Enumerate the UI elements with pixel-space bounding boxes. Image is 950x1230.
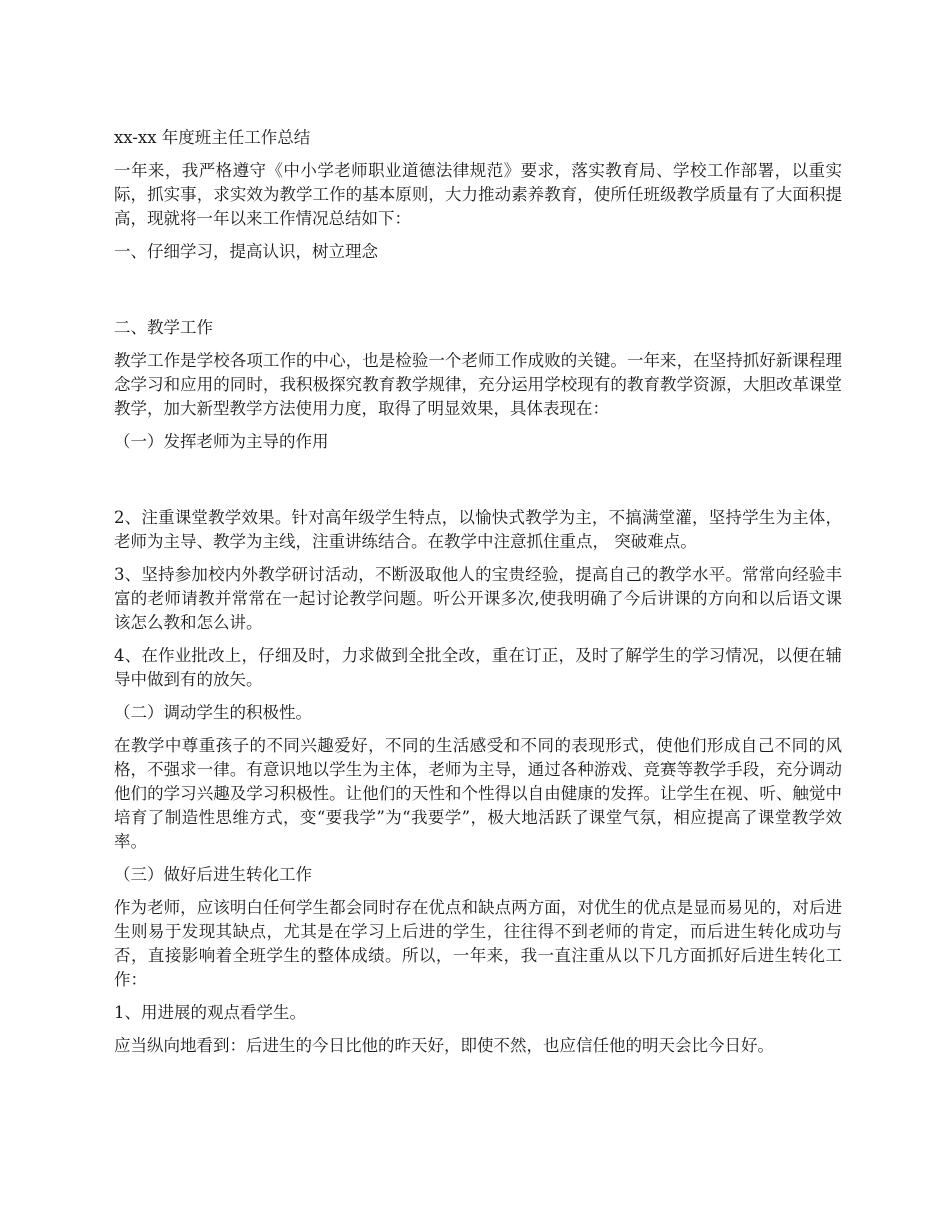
item-4-paragraph: 4、在作业批改上，仔细及时，力求做到全批全改，重在订正，及时了解学生的学习情况，以便在辅导中做到有的放矢。: [114, 646, 842, 689]
intro-paragraph: 一年来，我严格遵守《中小学老师职业道德法律规范》要求，落实教育局、学校工作部署，以重实际，抓实事，求实效为教学工作的基本原则，大力推动素养教育，使所任班级教学质量有了大面积提高，现就将一年以来工作情况总结如下：: [114, 161, 842, 228]
subsection-3-paragraph: 作为老师，应该明白任何学生都会同时存在优点和缺点两方面，对优生的优点是显而易见的，对后进生则易于发现其缺点，尤其是在学习上后进的学生，往往得不到老师的肯定，而后进生转化成功与否，直接影响着全班学生的整体成绩。所以，一年来，我一直注重从以下几方面抓好后进生转化工作：: [114, 898, 842, 989]
subsection-2-paragraph: 在教学中尊重孩子的不同兴趣爱好，不同的生活感受和不同的表现形式，使他们形成自己不同的风格，不强求一律。有意识地以学生为主体，老师为主导，通过各种游戏、竞赛等教学手段，充分调动他们的学习兴趣及学习积极性。让他们的天性和个性得以自由健康的发挥。让学生在视、听、触觉中培育了制造性思维方式，变“要我学”为“我要学”，极大地活跃了课堂气氛，相应提高了课堂教学效率。: [114, 736, 842, 851]
subsection-1-heading: （一）发挥老师为主导的作用: [114, 432, 329, 451]
subsection-3-item-1-paragraph: 应当纵向地看到：后进生的今日比他的昨天好，即使不然，也应信任他的明天会比今日好。: [114, 1036, 774, 1055]
subsection-3-item-1-heading: 1、用进展的观点看学生。: [114, 1003, 306, 1022]
document-title: xx-xx 年度班主任工作总结: [114, 128, 311, 147]
section-2-heading: 二、教学工作: [114, 318, 213, 337]
subsection-2-heading: （二）调动学生的积极性。: [114, 703, 312, 722]
item-3-paragraph: 3、坚持参加校内外教学研讨活动，不断汲取他人的宝贵经验，提高自己的教学水平。常常向经验丰富的老师请教并常常在一起讨论教学问题。听公开课多次,使我明确了今后讲课的方向和以后语文课该怎么教和怎么讲。: [114, 565, 842, 632]
item-2-paragraph: 2、注重课堂教学效果。针对高年级学生特点，以愉快式教学为主，不搞满堂灌，坚持学生为主体，老师为主导、教学为主线，注重讲练结合。在教学中注意抓住重点， 突破难点。: [114, 508, 842, 551]
subsection-3-heading: （三）做好后进生转化工作: [114, 865, 312, 884]
document-body: [114, 126, 842, 1067]
section-2-intro: 教学工作是学校各项工作的中心，也是检验一个老师工作成败的关键。一年来，在坚持抓好新课程理念学习和应用的同时，我积极探究教育教学规律，充分运用学校现有的教育教学资源，大胆改革课堂教学，加大新型教学方法使用力度，取得了明显效果，具体表现在：: [114, 351, 842, 418]
section-1-heading: 一、仔细学习，提高认识，树立理念: [114, 242, 378, 261]
